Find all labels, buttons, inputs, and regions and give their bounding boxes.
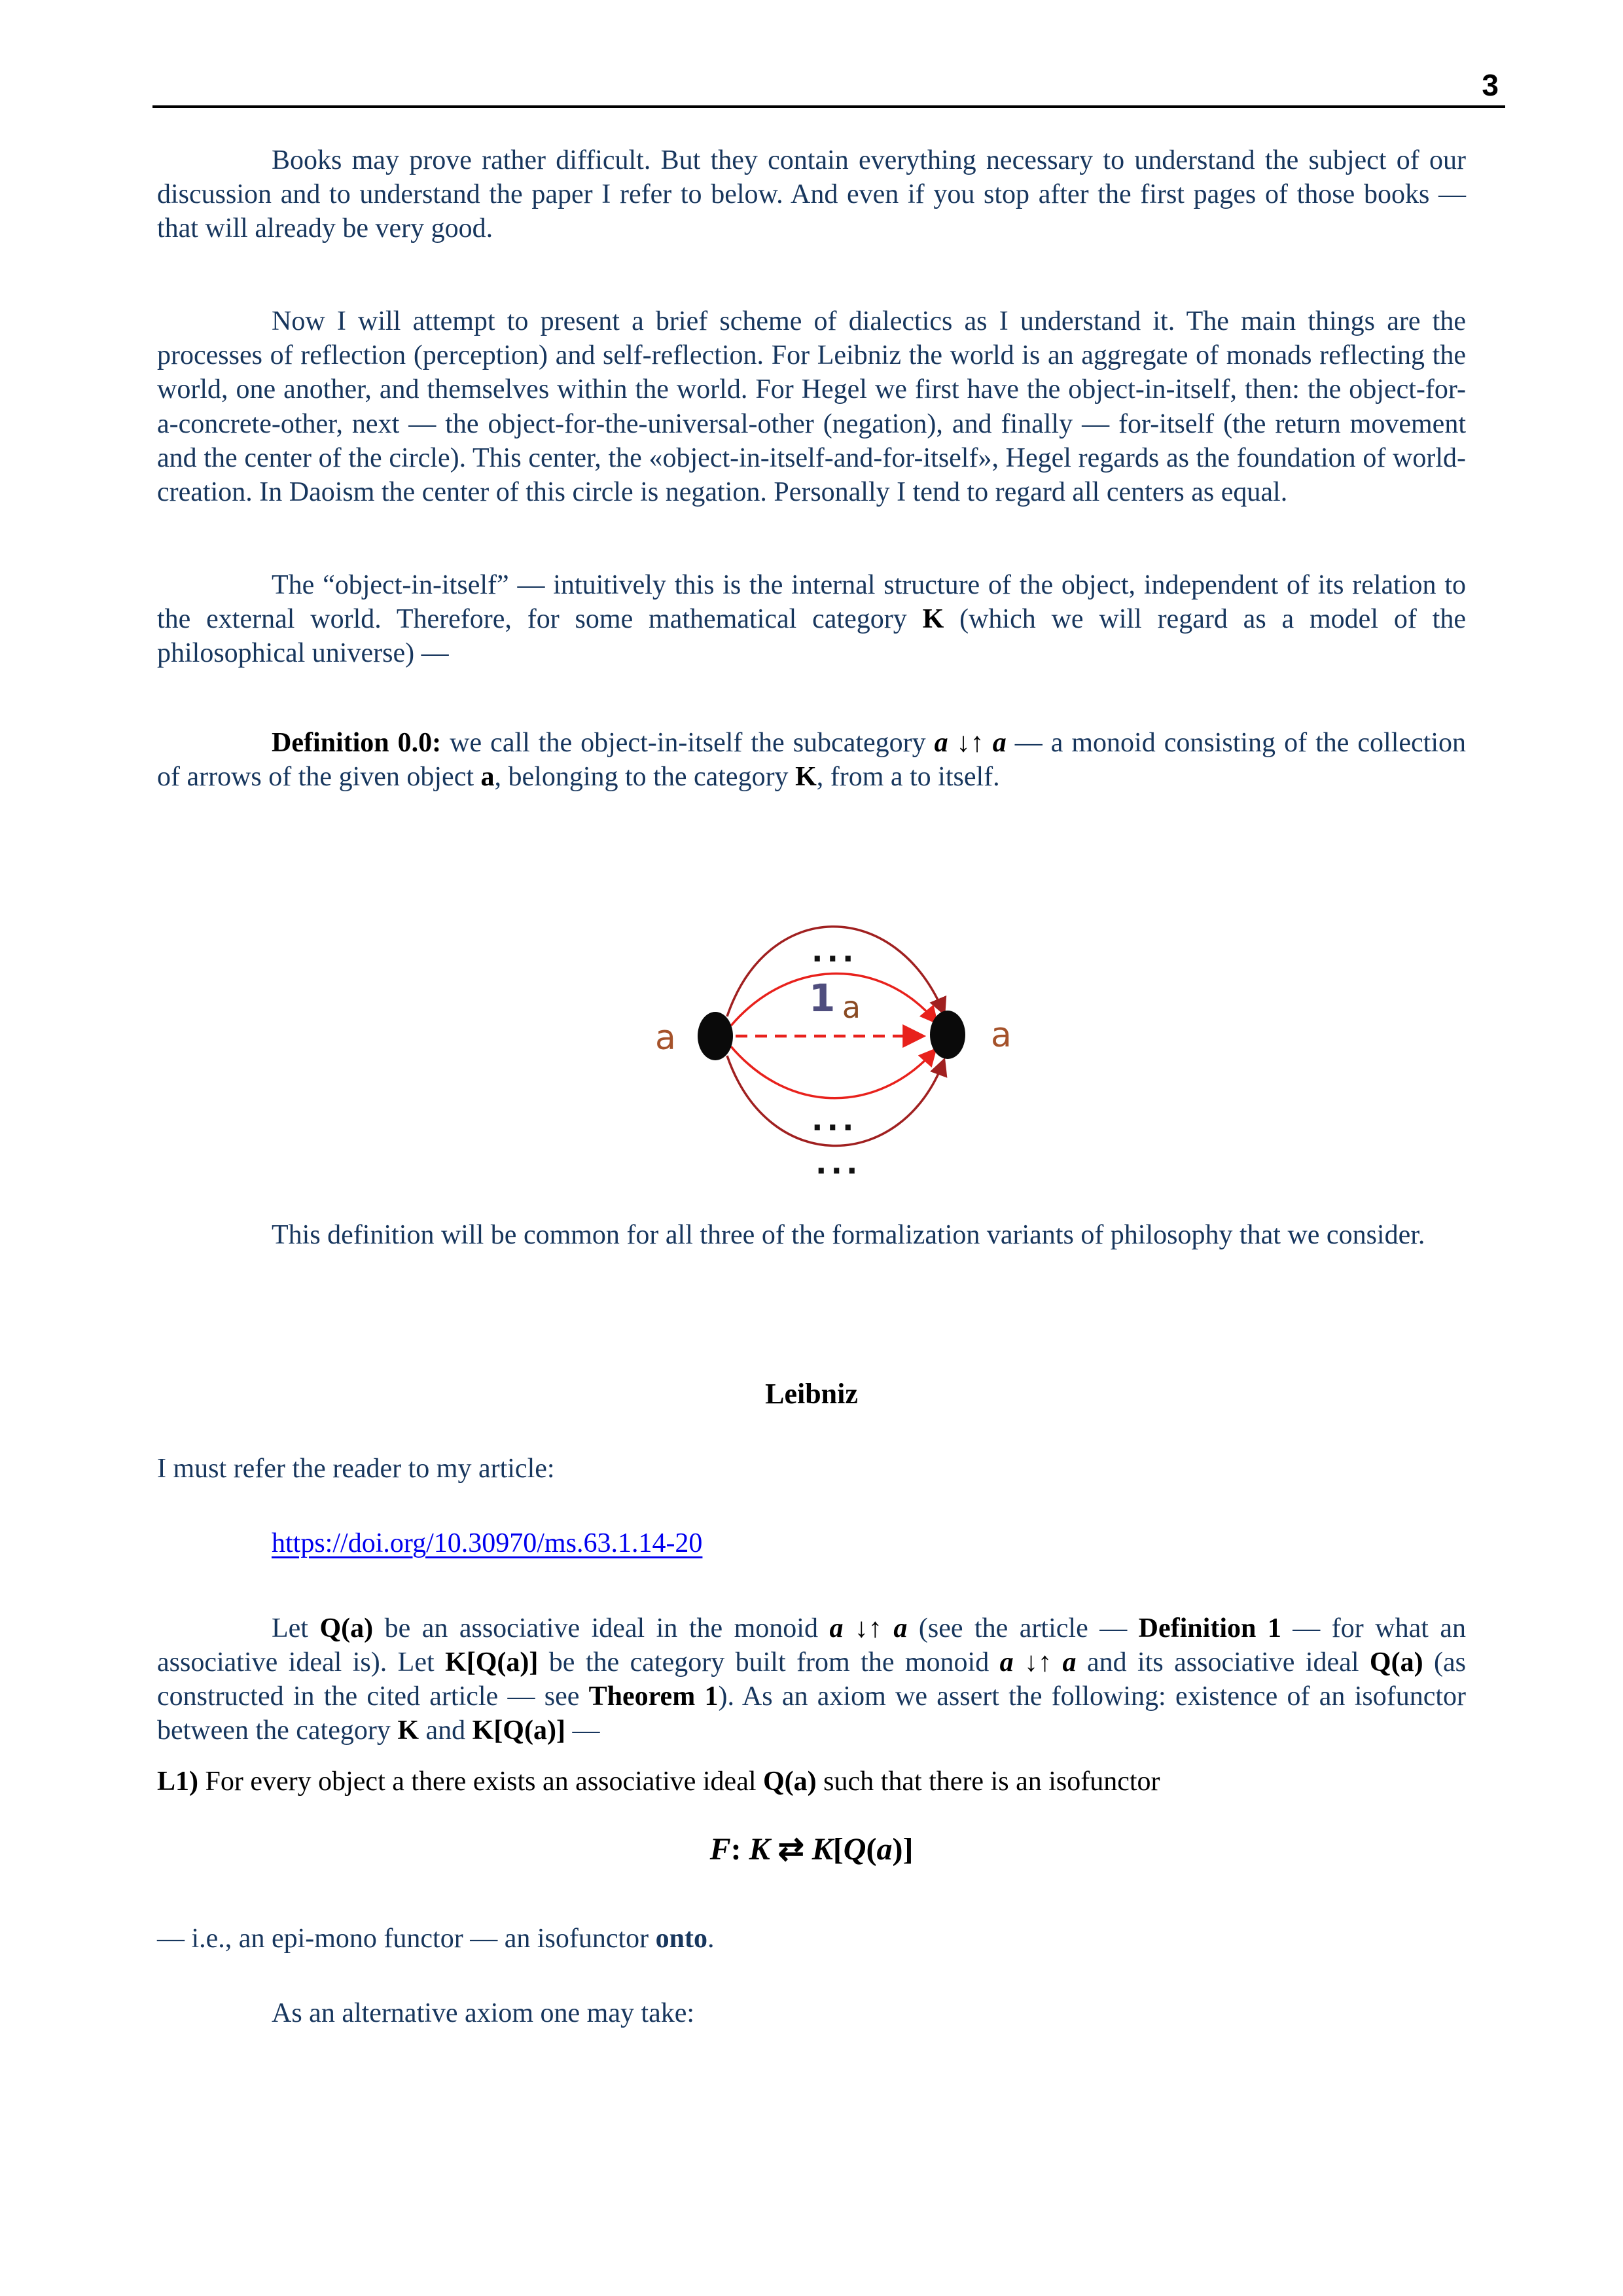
paragraph-dialectics-scheme: Now I will attempt to present a brief scheme of dialectics as I understand it. The main things are the processes of reflection (perception) and self-reflection. For Leibniz the world is an aggregate of monads reflecting the world, one another, and themselves within the world. For Hegel we first have the object-in-itself, then: the object-for-a-concrete-other, next — the object-for-the-universal-other (negation), and finally — for-itself (the return movement and the center of the circle). This center, the «object-in-itself-and-for-itself», Hegel regards as the foundation of world-creation. In Daoism the center of this circle is negation. Personally I tend to regard all centers as equal. xyxy=(157,306,1466,507)
doi-link[interactable]: https://doi.org/10.30970/ms.63.1.14-20 xyxy=(272,1528,703,1558)
axiom-l1: L1) For every object a there exists an associative ideal Q(a) such that there is an isofunctor xyxy=(157,1767,1160,1797)
paragraph-object-in-itself: The “object-in-itself” — intuitively this is the internal structure of the object, independent of its relation to the external world. Therefore, for some mathematical category K (which we will regard as a model of the philosophical universe) — xyxy=(157,569,1466,668)
page-header xyxy=(152,0,1505,108)
paragraph-definition-common: This definition will be common for all three of the formalization variants of philosophy that we consider. xyxy=(272,1220,1425,1251)
paragraph-epi-mono: — i.e., an epi-mono functor — an isofunctor onto. xyxy=(157,1923,715,1954)
paragraph-refer-article: I must refer the reader to my article: xyxy=(157,1453,555,1484)
doi-link-line xyxy=(157,1526,1466,1560)
label-identity-arrow xyxy=(809,976,861,1025)
paragraph-alternative-axiom: As an alternative axiom one may take: xyxy=(272,1998,695,2029)
paragraph-books: Books may prove rather difficult. But they contain everything necessary to understand the subject of our discussion and to understand the paper I refer to below. And even if you stop after the first pages of those books — that will already be very good. xyxy=(157,145,1466,244)
ellipsis-middle: ... xyxy=(811,1102,857,1138)
paragraph-associative-ideal: Let Q(a) be an associative ideal in the monoid a ↓↑ a (see the article — Definition 1 — for what an associative ideal is). Let K[Q(a)] be the category built from the monoid a ↓↑ a and its associative ideal Q(a) (as constructed in the cited article — see Theorem 1). As an axiom we assert the following: existence of an isofunctor between the category K and K[Q(a)] — xyxy=(157,1613,1467,1746)
monoid-arrows-svg xyxy=(601,871,1059,1180)
label-a-right: a xyxy=(990,1016,1012,1056)
formula-isofunctor: F: K ⇄ K[Q(a)] xyxy=(709,1832,914,1867)
identity-subscript-a: a xyxy=(842,990,861,1026)
page-number: 3 xyxy=(1482,68,1499,102)
figure-monoid-diagram xyxy=(157,871,1466,1189)
section-heading-leibniz: Leibniz xyxy=(765,1378,858,1410)
paragraph-definition-0-0: Definition 0.0: we call the object-in-itself the subcategory a ↓↑ a — a monoid consisting of the collection of arrows of the given object a, belonging to the category K, from a to itself. xyxy=(157,728,1466,793)
arrow-inner-bottom xyxy=(731,1047,935,1098)
node-a-left xyxy=(698,1012,733,1060)
label-a-left: a xyxy=(654,1018,676,1058)
node-a-right xyxy=(930,1011,965,1059)
identity-one: 1 xyxy=(808,976,835,1021)
ellipsis-bottom: ... xyxy=(815,1145,861,1181)
ellipsis-top: ... xyxy=(811,933,857,969)
